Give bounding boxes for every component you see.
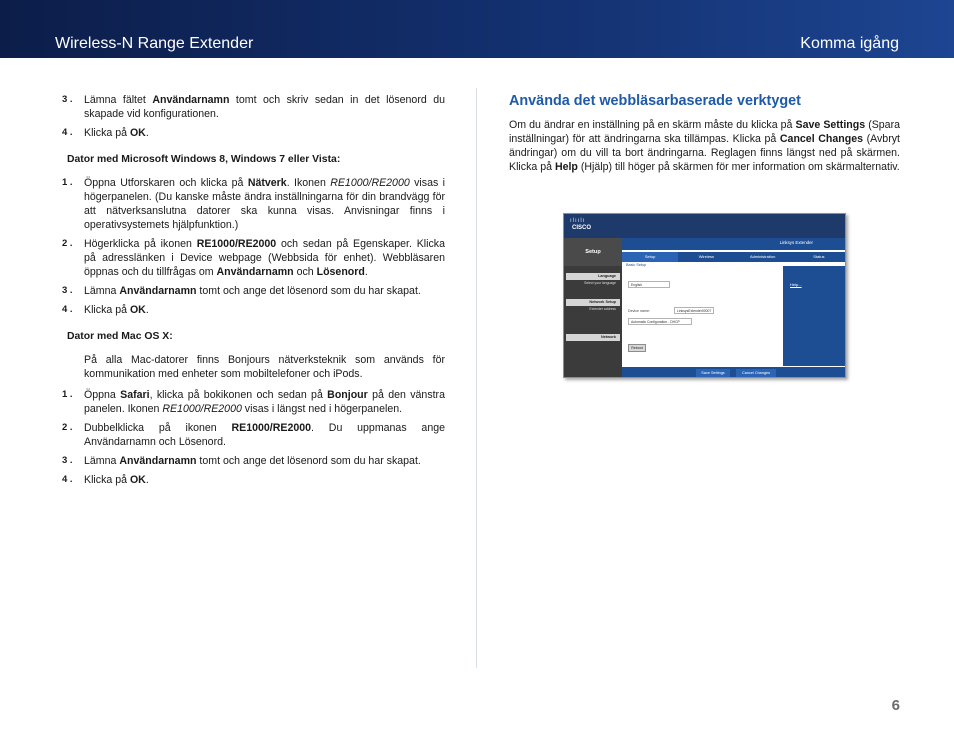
- tab-wireless[interactable]: Wireless: [698, 254, 715, 259]
- help-pane: [783, 266, 846, 366]
- side-item-network-setup: Network Setup: [566, 299, 620, 306]
- device-name-label: Device name:: [628, 309, 650, 313]
- step-text: Lämna fältet Användarnamn tomt och skriv sedan in det lösenord du skapade vid konfigurationen.: [84, 94, 445, 120]
- step-text: Lämna Användarnamn tomt och ange det lösenord som du har skapat.: [84, 285, 421, 297]
- product-title: Wireless-N Range Extender: [55, 35, 254, 52]
- step-text: Klicka på OK.: [84, 474, 149, 486]
- step-text: Klicka på OK.: [84, 127, 149, 139]
- column-divider: [476, 88, 477, 668]
- list-item: [62, 454, 445, 468]
- tab-administration[interactable]: Administration: [749, 254, 776, 259]
- side-item-network: Network: [566, 334, 620, 341]
- bold-term: RE1000/RE2000: [231, 422, 312, 434]
- bold-term: Safari: [120, 389, 150, 401]
- step-number: 3 .: [62, 94, 73, 105]
- help-link[interactable]: Help...: [790, 282, 802, 287]
- step-number: 1 .: [62, 389, 73, 400]
- right-column: [509, 93, 900, 174]
- bold-term: Save Settings: [795, 119, 866, 131]
- web-utility-screenshot: [563, 213, 846, 378]
- step-number: 1 .: [62, 177, 73, 188]
- section-title: Använda det webbläsarbaserade verktyget: [509, 93, 801, 109]
- subtab-basic-setup[interactable]: Basic Setup: [626, 263, 647, 267]
- tab-bar: [622, 252, 846, 262]
- bold-term: Bonjour: [327, 389, 368, 401]
- bold-term: OK: [129, 474, 146, 486]
- bold-term: Cancel Changes: [779, 133, 863, 145]
- list-item: [62, 421, 445, 449]
- cancel-changes-button[interactable]: Cancel Changes: [736, 369, 776, 377]
- list-item: [62, 388, 445, 416]
- list-item: [62, 303, 445, 317]
- cisco-header: [564, 214, 846, 238]
- list-item: [62, 237, 445, 279]
- cisco-logo: CISCO: [572, 225, 592, 231]
- dhcp-select[interactable]: Automatic Configuration - DHCP: [628, 318, 692, 325]
- step-text: Lämna Användarnamn tomt och ange det lösenord som du har skapat.: [84, 455, 421, 467]
- step-text: Dubbelklicka på ikonen RE1000/RE2000. Du uppmanas ange Användarnamn och Lösenord.: [84, 422, 445, 448]
- bold-term: Användarnamn: [216, 266, 294, 278]
- windows-steps: [62, 176, 445, 317]
- italic-term: RE1000/RE2000: [162, 403, 242, 415]
- bold-term: RE1000/RE2000: [196, 238, 277, 250]
- mac-steps: [62, 388, 445, 487]
- list-item: [62, 93, 445, 121]
- side-sub-language: Select your language: [584, 281, 616, 285]
- list-item: [62, 126, 445, 140]
- instructions-paragraph: Om du ändrar en inställning på en skärm måste du klicka på Save Settings (Spara inställningar) för att ändringarna ska tillämpas. Klicka på Cancel Changes (Avbryt ändringar) om du vill ta bort ändringarna. Reglagen finns längst ned på skärmen. Klicka på Help (Hjälp) till höger på skärmen för mer information om skärmalternativ.: [509, 119, 900, 173]
- side-item-language: Language: [566, 273, 620, 280]
- bold-term: Användarnamn: [119, 285, 197, 297]
- bold-term: Användarnamn: [119, 455, 197, 467]
- step-text: Klicka på OK.: [84, 304, 149, 316]
- list-item: [62, 284, 445, 298]
- windows-heading: Dator med Microsoft Windows 8, Windows 7 eller Vista:: [67, 154, 341, 165]
- chapter-title: Komma igång: [800, 35, 899, 52]
- page-number: 6: [891, 697, 900, 714]
- italic-term: RE1000/RE2000: [330, 177, 410, 189]
- step-number: 3 .: [62, 455, 73, 466]
- step-text: Högerklicka på ikonen RE1000/RE2000 och sedan på Egenskaper. Klicka på adresslänken i Device webpage (Webbsida för enhet). Webbläsaren öppnas och du tillfrågas om Användarnamn och Lösenord.: [84, 238, 445, 278]
- product-name: Linksys Extender: [779, 240, 813, 245]
- language-select[interactable]: English: [628, 281, 670, 288]
- step-number: 2 .: [62, 422, 73, 433]
- mac-heading: Dator med Mac OS X:: [67, 331, 173, 342]
- bold-term: Nätverk: [247, 177, 287, 189]
- cisco-logo-bars: ılıılı: [570, 218, 586, 224]
- bold-term: Help: [554, 161, 578, 173]
- list-item: [62, 176, 445, 232]
- left-column: [62, 93, 445, 492]
- save-settings-button[interactable]: Save Settings: [696, 369, 730, 377]
- bold-term: OK: [129, 304, 146, 316]
- step-number: 2 .: [62, 238, 73, 249]
- tab-status[interactable]: Status: [813, 254, 825, 259]
- footer-bar: [622, 367, 846, 378]
- step-text: Öppna Utforskaren och klicka på Nätverk. Ikonen RE1000/RE2000 visas i högerpanelen. (Du kanske måste ändra inställningarna för din brandvägg för att nätverksanslutna datorer ska kunna visas. Anvisningar finns i operativsystemets hjälpfunktion.): [84, 177, 445, 231]
- step-number: 3 .: [62, 285, 73, 296]
- tab-setup[interactable]: Setup: [622, 252, 678, 262]
- mac-intro: På alla Mac-datorer finns Bonjours nätverksteknik som används för kommunikation med enheter som mobiltelefoner och iPods.: [84, 354, 445, 380]
- step-text: Öppna Safari, klicka på bokikonen och sedan på Bonjour på den vänstra panelen. Ikonen RE1000/RE2000 visas i längst ned i högerpanelen.: [84, 389, 445, 415]
- page-header: [0, 0, 954, 58]
- device-name-input[interactable]: LinksysExtender00007: [674, 307, 714, 314]
- bold-term: Lösenord: [316, 266, 365, 278]
- bold-term: OK: [129, 127, 146, 139]
- side-sub-extender-address: Extender address: [589, 307, 616, 311]
- section-label: Setup: [564, 238, 622, 266]
- step-number: 4 .: [62, 127, 73, 138]
- bold-term: Användarnamn: [152, 94, 230, 106]
- intro-steps: [62, 93, 445, 140]
- reboot-button[interactable]: Reboot: [628, 344, 646, 352]
- step-number: 4 .: [62, 304, 73, 315]
- list-item: [62, 473, 445, 487]
- step-number: 4 .: [62, 474, 73, 485]
